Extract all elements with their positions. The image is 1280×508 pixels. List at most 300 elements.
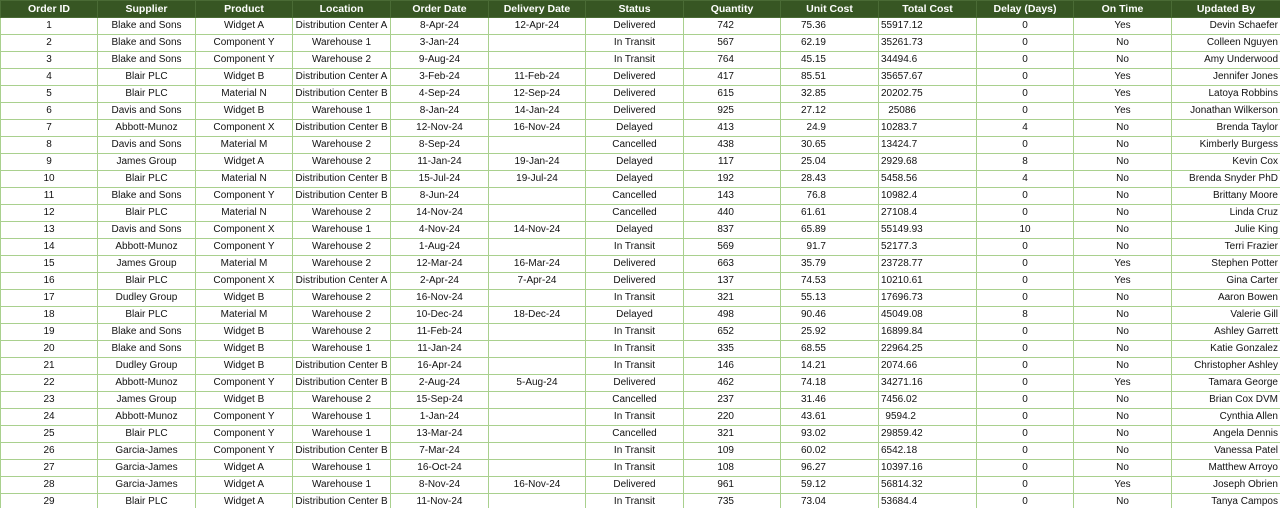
- table-cell[interactable]: Garcia-James: [98, 460, 196, 477]
- table-cell[interactable]: 14: [1, 239, 98, 256]
- table-cell[interactable]: Warehouse 1: [293, 477, 391, 494]
- table-cell[interactable]: 0: [977, 375, 1074, 392]
- table-cell[interactable]: 0: [977, 52, 1074, 69]
- table-cell[interactable]: 8-Jan-24: [391, 103, 489, 120]
- column-header[interactable]: Delay (Days): [977, 1, 1074, 18]
- table-cell[interactable]: In Transit: [586, 324, 684, 341]
- table-cell[interactable]: Blake and Sons: [98, 324, 196, 341]
- table-cell[interactable]: James Group: [98, 392, 196, 409]
- table-cell[interactable]: Yes: [1074, 375, 1172, 392]
- table-cell[interactable]: 143: [684, 188, 781, 205]
- table-cell[interactable]: Davis and Sons: [98, 137, 196, 154]
- table-cell[interactable]: Christopher Ashley: [1172, 358, 1280, 375]
- table-row[interactable]: [1, 154, 1280, 171]
- table-cell[interactable]: 742: [684, 18, 781, 35]
- table-cell[interactable]: 11-Nov-24: [391, 494, 489, 508]
- table-cell[interactable]: [489, 460, 586, 477]
- table-cell[interactable]: 65.89: [781, 222, 879, 239]
- table-cell[interactable]: In Transit: [586, 341, 684, 358]
- table-cell[interactable]: 3-Feb-24: [391, 69, 489, 86]
- table-cell[interactable]: Vanessa Patel: [1172, 443, 1280, 460]
- table-cell[interactable]: Delivered: [586, 273, 684, 290]
- table-cell[interactable]: Warehouse 2: [293, 239, 391, 256]
- table-cell[interactable]: [489, 443, 586, 460]
- table-cell[interactable]: Ashley Garrett: [1172, 324, 1280, 341]
- table-cell[interactable]: In Transit: [586, 409, 684, 426]
- table-row[interactable]: [1, 35, 1280, 52]
- table-cell[interactable]: 146: [684, 358, 781, 375]
- table-cell[interactable]: No: [1074, 137, 1172, 154]
- table-cell[interactable]: 6: [1, 103, 98, 120]
- table-cell[interactable]: 75.36: [781, 18, 879, 35]
- table-cell[interactable]: 117: [684, 154, 781, 171]
- table-cell[interactable]: [489, 324, 586, 341]
- table-cell[interactable]: [489, 494, 586, 508]
- table-cell[interactable]: Yes: [1074, 273, 1172, 290]
- table-cell[interactable]: 10283.7: [879, 120, 977, 137]
- table-cell[interactable]: Yes: [1074, 256, 1172, 273]
- table-cell[interactable]: Angela Dennis: [1172, 426, 1280, 443]
- table-cell[interactable]: Component X: [196, 273, 293, 290]
- table-cell[interactable]: 7: [1, 120, 98, 137]
- table-cell[interactable]: 13-Mar-24: [391, 426, 489, 443]
- table-cell[interactable]: 0: [977, 290, 1074, 307]
- table-cell[interactable]: 1-Jan-24: [391, 409, 489, 426]
- table-cell[interactable]: Blair PLC: [98, 86, 196, 103]
- table-cell[interactable]: 0: [977, 409, 1074, 426]
- table-cell[interactable]: [489, 205, 586, 222]
- table-cell[interactable]: Distribution Center B: [293, 171, 391, 188]
- table-cell[interactable]: James Group: [98, 154, 196, 171]
- table-cell[interactable]: Cynthia Allen: [1172, 409, 1280, 426]
- table-cell[interactable]: 74.53: [781, 273, 879, 290]
- table-cell[interactable]: 20202.75: [879, 86, 977, 103]
- table-cell[interactable]: 17: [1, 290, 98, 307]
- table-cell[interactable]: Component Y: [196, 443, 293, 460]
- table-cell[interactable]: [489, 392, 586, 409]
- table-cell[interactable]: Blake and Sons: [98, 341, 196, 358]
- table-cell[interactable]: 16-Mar-24: [489, 256, 586, 273]
- table-row[interactable]: [1, 103, 1280, 120]
- table-cell[interactable]: Cancelled: [586, 205, 684, 222]
- table-cell[interactable]: No: [1074, 52, 1172, 69]
- table-cell[interactable]: 8-Apr-24: [391, 18, 489, 35]
- table-cell[interactable]: 0: [977, 256, 1074, 273]
- table-cell[interactable]: 961: [684, 477, 781, 494]
- table-cell[interactable]: 16-Nov-24: [489, 120, 586, 137]
- table-cell[interactable]: 735: [684, 494, 781, 508]
- table-cell[interactable]: Jennifer Jones: [1172, 69, 1280, 86]
- table-cell[interactable]: 16-Apr-24: [391, 358, 489, 375]
- table-cell[interactable]: Stephen Potter: [1172, 256, 1280, 273]
- table-row[interactable]: [1, 239, 1280, 256]
- table-cell[interactable]: 93.02: [781, 426, 879, 443]
- table-cell[interactable]: 25086: [879, 103, 977, 120]
- table-cell[interactable]: Cancelled: [586, 392, 684, 409]
- table-cell[interactable]: 925: [684, 103, 781, 120]
- table-row[interactable]: [1, 307, 1280, 324]
- table-cell[interactable]: 2-Aug-24: [391, 375, 489, 392]
- table-cell[interactable]: Brian Cox DVM: [1172, 392, 1280, 409]
- table-cell[interactable]: 16-Nov-24: [391, 290, 489, 307]
- table-row[interactable]: [1, 375, 1280, 392]
- table-cell[interactable]: No: [1074, 460, 1172, 477]
- table-cell[interactable]: Brenda Taylor: [1172, 120, 1280, 137]
- table-cell[interactable]: 3: [1, 52, 98, 69]
- table-cell[interactable]: 62.19: [781, 35, 879, 52]
- table-cell[interactable]: 764: [684, 52, 781, 69]
- table-cell[interactable]: Kevin Cox: [1172, 154, 1280, 171]
- table-row[interactable]: [1, 69, 1280, 86]
- table-cell[interactable]: 29: [1, 494, 98, 508]
- table-cell[interactable]: Blair PLC: [98, 273, 196, 290]
- table-cell[interactable]: Distribution Center B: [293, 443, 391, 460]
- table-cell[interactable]: Distribution Center B: [293, 188, 391, 205]
- table-cell[interactable]: 53684.4: [879, 494, 977, 508]
- table-cell[interactable]: Delivered: [586, 69, 684, 86]
- table-cell[interactable]: 10: [977, 222, 1074, 239]
- table-cell[interactable]: 438: [684, 137, 781, 154]
- table-cell[interactable]: 5-Aug-24: [489, 375, 586, 392]
- table-cell[interactable]: 0: [977, 205, 1074, 222]
- table-cell[interactable]: 25.92: [781, 324, 879, 341]
- table-cell[interactable]: No: [1074, 188, 1172, 205]
- table-cell[interactable]: Cancelled: [586, 426, 684, 443]
- table-cell[interactable]: 0: [977, 443, 1074, 460]
- table-row[interactable]: [1, 120, 1280, 137]
- table-cell[interactable]: 90.46: [781, 307, 879, 324]
- table-cell[interactable]: Warehouse 2: [293, 307, 391, 324]
- table-cell[interactable]: 34494.6: [879, 52, 977, 69]
- table-cell[interactable]: No: [1074, 341, 1172, 358]
- table-cell[interactable]: Garcia-James: [98, 443, 196, 460]
- table-cell[interactable]: 8: [1, 137, 98, 154]
- table-cell[interactable]: 13: [1, 222, 98, 239]
- table-cell[interactable]: 462: [684, 375, 781, 392]
- table-cell[interactable]: Component Y: [196, 52, 293, 69]
- table-cell[interactable]: Material N: [196, 171, 293, 188]
- table-cell[interactable]: Blair PLC: [98, 69, 196, 86]
- table-cell[interactable]: 0: [977, 188, 1074, 205]
- table-cell[interactable]: 27.12: [781, 103, 879, 120]
- table-cell[interactable]: 73.04: [781, 494, 879, 508]
- table-cell[interactable]: 192: [684, 171, 781, 188]
- table-cell[interactable]: Distribution Center B: [293, 86, 391, 103]
- table-cell[interactable]: Component X: [196, 120, 293, 137]
- table-cell[interactable]: Distribution Center A: [293, 18, 391, 35]
- table-cell[interactable]: Warehouse 2: [293, 392, 391, 409]
- table-cell[interactable]: 10210.61: [879, 273, 977, 290]
- table-cell[interactable]: Brenda Snyder PhD: [1172, 171, 1280, 188]
- column-header[interactable]: Location: [293, 1, 391, 18]
- table-cell[interactable]: Yes: [1074, 477, 1172, 494]
- table-cell[interactable]: 30.65: [781, 137, 879, 154]
- table-cell[interactable]: 220: [684, 409, 781, 426]
- table-cell[interactable]: 3-Jan-24: [391, 35, 489, 52]
- column-header[interactable]: Quantity: [684, 1, 781, 18]
- table-cell[interactable]: 15-Sep-24: [391, 392, 489, 409]
- table-cell[interactable]: 7-Mar-24: [391, 443, 489, 460]
- table-cell[interactable]: Distribution Center B: [293, 494, 391, 508]
- table-cell[interactable]: In Transit: [586, 358, 684, 375]
- table-cell[interactable]: 35.79: [781, 256, 879, 273]
- table-row[interactable]: [1, 426, 1280, 443]
- table-cell[interactable]: Widget A: [196, 154, 293, 171]
- table-cell[interactable]: Delivered: [586, 256, 684, 273]
- table-cell[interactable]: Widget B: [196, 392, 293, 409]
- table-cell[interactable]: 5458.56: [879, 171, 977, 188]
- table-cell[interactable]: 27108.4: [879, 205, 977, 222]
- column-header[interactable]: Delivery Date: [489, 1, 586, 18]
- table-cell[interactable]: 14-Nov-24: [391, 205, 489, 222]
- table-cell[interactable]: Linda Cruz: [1172, 205, 1280, 222]
- table-cell[interactable]: 27: [1, 460, 98, 477]
- table-cell[interactable]: 35657.67: [879, 69, 977, 86]
- table-cell[interactable]: 19-Jul-24: [489, 171, 586, 188]
- table-cell[interactable]: 321: [684, 426, 781, 443]
- table-cell[interactable]: 652: [684, 324, 781, 341]
- table-cell[interactable]: Terri Frazier: [1172, 239, 1280, 256]
- table-cell[interactable]: 25.04: [781, 154, 879, 171]
- table-cell[interactable]: 16-Oct-24: [391, 460, 489, 477]
- table-cell[interactable]: 321: [684, 290, 781, 307]
- table-cell[interactable]: [489, 188, 586, 205]
- table-cell[interactable]: 8-Nov-24: [391, 477, 489, 494]
- table-cell[interactable]: Delayed: [586, 120, 684, 137]
- table-cell[interactable]: 4: [977, 171, 1074, 188]
- table-cell[interactable]: Warehouse 1: [293, 103, 391, 120]
- table-cell[interactable]: 0: [977, 273, 1074, 290]
- table-cell[interactable]: No: [1074, 222, 1172, 239]
- table-cell[interactable]: Warehouse 1: [293, 341, 391, 358]
- table-cell[interactable]: 45049.08: [879, 307, 977, 324]
- table-cell[interactable]: 10982.4: [879, 188, 977, 205]
- table-cell[interactable]: 23728.77: [879, 256, 977, 273]
- table-cell[interactable]: 4: [1, 69, 98, 86]
- table-cell[interactable]: 0: [977, 341, 1074, 358]
- table-cell[interactable]: 0: [977, 137, 1074, 154]
- table-cell[interactable]: Widget B: [196, 358, 293, 375]
- table-cell[interactable]: Blake and Sons: [98, 35, 196, 52]
- table-cell[interactable]: 0: [977, 18, 1074, 35]
- table-row[interactable]: [1, 205, 1280, 222]
- table-cell[interactable]: Blake and Sons: [98, 52, 196, 69]
- table-cell[interactable]: In Transit: [586, 290, 684, 307]
- table-cell[interactable]: Matthew Arroyo: [1172, 460, 1280, 477]
- table-cell[interactable]: 14.21: [781, 358, 879, 375]
- table-cell[interactable]: No: [1074, 205, 1172, 222]
- column-header[interactable]: Updated By: [1172, 1, 1280, 18]
- table-cell[interactable]: 1-Aug-24: [391, 239, 489, 256]
- table-cell[interactable]: Jonathan Wilkerson: [1172, 103, 1280, 120]
- table-row[interactable]: [1, 137, 1280, 154]
- table-cell[interactable]: 569: [684, 239, 781, 256]
- table-cell[interactable]: 0: [977, 426, 1074, 443]
- table-cell[interactable]: Tamara George: [1172, 375, 1280, 392]
- table-cell[interactable]: 9: [1, 154, 98, 171]
- table-cell[interactable]: 0: [977, 103, 1074, 120]
- table-cell[interactable]: 24: [1, 409, 98, 426]
- table-cell[interactable]: Delayed: [586, 307, 684, 324]
- table-cell[interactable]: 96.27: [781, 460, 879, 477]
- table-cell[interactable]: 32.85: [781, 86, 879, 103]
- table-cell[interactable]: Abbott-Munoz: [98, 409, 196, 426]
- table-cell[interactable]: 2-Apr-24: [391, 273, 489, 290]
- table-cell[interactable]: Blake and Sons: [98, 188, 196, 205]
- table-cell[interactable]: Warehouse 2: [293, 137, 391, 154]
- table-cell[interactable]: 28.43: [781, 171, 879, 188]
- table-cell[interactable]: Valerie Gill: [1172, 307, 1280, 324]
- table-cell[interactable]: Warehouse 1: [293, 222, 391, 239]
- table-cell[interactable]: 68.55: [781, 341, 879, 358]
- table-cell[interactable]: Delayed: [586, 171, 684, 188]
- table-cell[interactable]: Delivered: [586, 18, 684, 35]
- table-cell[interactable]: 413: [684, 120, 781, 137]
- table-cell[interactable]: Julie King: [1172, 222, 1280, 239]
- table-cell[interactable]: 16: [1, 273, 98, 290]
- table-cell[interactable]: 2929.68: [879, 154, 977, 171]
- table-row[interactable]: [1, 222, 1280, 239]
- table-cell[interactable]: Warehouse 1: [293, 35, 391, 52]
- table-cell[interactable]: Widget B: [196, 341, 293, 358]
- table-cell[interactable]: 12-Sep-24: [489, 86, 586, 103]
- table-cell[interactable]: Warehouse 1: [293, 460, 391, 477]
- table-cell[interactable]: Material M: [196, 137, 293, 154]
- table-cell[interactable]: 0: [977, 460, 1074, 477]
- table-cell[interactable]: 55917.12: [879, 18, 977, 35]
- table-cell[interactable]: Material N: [196, 86, 293, 103]
- table-cell[interactable]: Colleen Nguyen: [1172, 35, 1280, 52]
- table-cell[interactable]: 10-Dec-24: [391, 307, 489, 324]
- table-cell[interactable]: 18: [1, 307, 98, 324]
- table-row[interactable]: [1, 52, 1280, 69]
- table-cell[interactable]: 440: [684, 205, 781, 222]
- table-cell[interactable]: 11-Feb-24: [489, 69, 586, 86]
- table-cell[interactable]: 12-Mar-24: [391, 256, 489, 273]
- table-cell[interactable]: Widget A: [196, 477, 293, 494]
- table-cell[interactable]: [489, 409, 586, 426]
- table-cell[interactable]: Yes: [1074, 69, 1172, 86]
- column-header[interactable]: Status: [586, 1, 684, 18]
- table-cell[interactable]: Delivered: [586, 477, 684, 494]
- table-cell[interactable]: 10397.16: [879, 460, 977, 477]
- table-cell[interactable]: In Transit: [586, 239, 684, 256]
- table-cell[interactable]: Blair PLC: [98, 171, 196, 188]
- table-cell[interactable]: Delivered: [586, 375, 684, 392]
- table-cell[interactable]: No: [1074, 307, 1172, 324]
- table-cell[interactable]: 2074.66: [879, 358, 977, 375]
- table-cell[interactable]: 85.51: [781, 69, 879, 86]
- table-cell[interactable]: 0: [977, 477, 1074, 494]
- table-cell[interactable]: Widget A: [196, 18, 293, 35]
- table-cell[interactable]: Component Y: [196, 188, 293, 205]
- table-row[interactable]: [1, 188, 1280, 205]
- table-cell[interactable]: 4-Nov-24: [391, 222, 489, 239]
- table-cell[interactable]: 21: [1, 358, 98, 375]
- table-cell[interactable]: Blake and Sons: [98, 18, 196, 35]
- table-cell[interactable]: 22: [1, 375, 98, 392]
- table-row[interactable]: [1, 171, 1280, 188]
- table-cell[interactable]: Devin Schaefer: [1172, 18, 1280, 35]
- table-cell[interactable]: Warehouse 2: [293, 205, 391, 222]
- table-cell[interactable]: 417: [684, 69, 781, 86]
- table-cell[interactable]: 43.61: [781, 409, 879, 426]
- table-cell[interactable]: No: [1074, 154, 1172, 171]
- table-cell[interactable]: 335: [684, 341, 781, 358]
- table-cell[interactable]: In Transit: [586, 443, 684, 460]
- table-cell[interactable]: 20: [1, 341, 98, 358]
- table-cell[interactable]: 76.8: [781, 188, 879, 205]
- table-cell[interactable]: Widget A: [196, 460, 293, 477]
- table-cell[interactable]: 11-Jan-24: [391, 341, 489, 358]
- table-cell[interactable]: Abbott-Munoz: [98, 120, 196, 137]
- table-cell[interactable]: 0: [977, 324, 1074, 341]
- table-cell[interactable]: Abbott-Munoz: [98, 375, 196, 392]
- table-cell[interactable]: Dudley Group: [98, 290, 196, 307]
- table-cell[interactable]: 4-Sep-24: [391, 86, 489, 103]
- table-cell[interactable]: [489, 358, 586, 375]
- table-cell[interactable]: Cancelled: [586, 188, 684, 205]
- table-cell[interactable]: In Transit: [586, 52, 684, 69]
- table-cell[interactable]: Widget B: [196, 103, 293, 120]
- table-cell[interactable]: 0: [977, 69, 1074, 86]
- table-cell[interactable]: 24.9: [781, 120, 879, 137]
- table-row[interactable]: [1, 256, 1280, 273]
- table-row[interactable]: [1, 324, 1280, 341]
- table-row[interactable]: [1, 443, 1280, 460]
- table-cell[interactable]: 109: [684, 443, 781, 460]
- table-cell[interactable]: 19-Jan-24: [489, 154, 586, 171]
- table-cell[interactable]: In Transit: [586, 35, 684, 52]
- table-row[interactable]: [1, 477, 1280, 494]
- table-cell[interactable]: Widget B: [196, 290, 293, 307]
- table-cell[interactable]: [489, 341, 586, 358]
- table-cell[interactable]: [489, 239, 586, 256]
- table-cell[interactable]: No: [1074, 358, 1172, 375]
- table-cell[interactable]: 12: [1, 205, 98, 222]
- table-cell[interactable]: Distribution Center B: [293, 358, 391, 375]
- table-cell[interactable]: 16-Nov-24: [489, 477, 586, 494]
- column-header[interactable]: Total Cost: [879, 1, 977, 18]
- table-cell[interactable]: No: [1074, 120, 1172, 137]
- table-cell[interactable]: Blair PLC: [98, 494, 196, 508]
- table-cell[interactable]: Component Y: [196, 409, 293, 426]
- table-cell[interactable]: Aaron Bowen: [1172, 290, 1280, 307]
- table-cell[interactable]: 55149.93: [879, 222, 977, 239]
- table-cell[interactable]: Warehouse 2: [293, 154, 391, 171]
- table-cell[interactable]: Warehouse 2: [293, 290, 391, 307]
- table-cell[interactable]: Material M: [196, 256, 293, 273]
- table-row[interactable]: [1, 494, 1280, 508]
- table-cell[interactable]: No: [1074, 35, 1172, 52]
- table-cell[interactable]: 8: [977, 307, 1074, 324]
- table-row[interactable]: [1, 341, 1280, 358]
- table-cell[interactable]: Tanya Campos: [1172, 494, 1280, 508]
- table-cell[interactable]: 12-Nov-24: [391, 120, 489, 137]
- table-cell[interactable]: 2: [1, 35, 98, 52]
- table-cell[interactable]: 17696.73: [879, 290, 977, 307]
- table-cell[interactable]: 0: [977, 392, 1074, 409]
- table-cell[interactable]: Blair PLC: [98, 307, 196, 324]
- table-cell[interactable]: 74.18: [781, 375, 879, 392]
- table-cell[interactable]: 108: [684, 460, 781, 477]
- table-cell[interactable]: Material M: [196, 307, 293, 324]
- table-cell[interactable]: 9594.2: [879, 409, 977, 426]
- table-cell[interactable]: 8-Sep-24: [391, 137, 489, 154]
- table-cell[interactable]: Yes: [1074, 86, 1172, 103]
- table-cell[interactable]: 0: [977, 35, 1074, 52]
- table-cell[interactable]: 1: [1, 18, 98, 35]
